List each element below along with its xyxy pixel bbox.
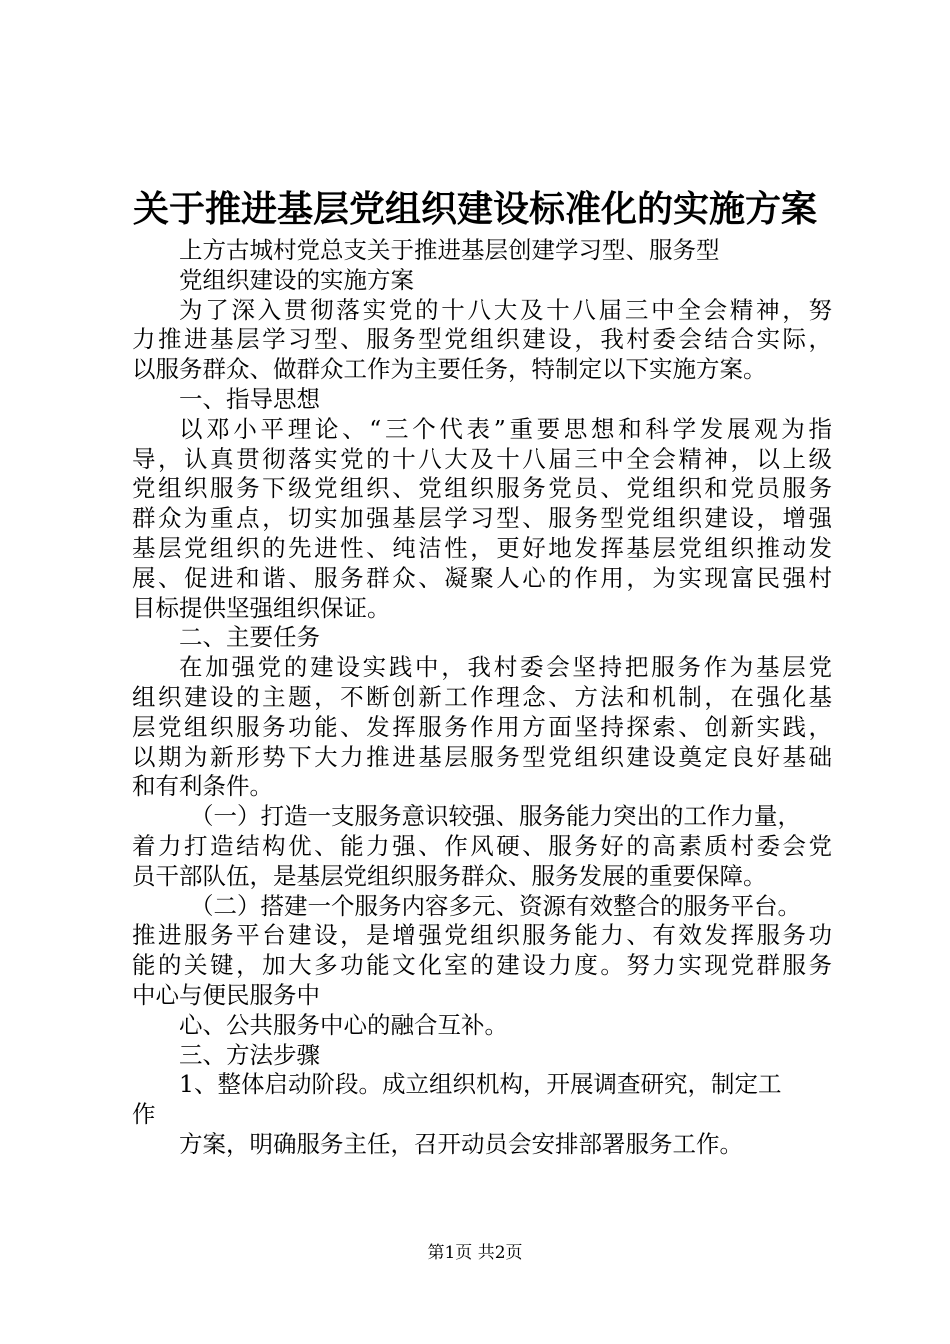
paragraph-line: 为了深入贯彻落实党的十八大及十八届三中全会精神，努 (179, 295, 832, 324)
paragraph-line: 力推进基层学习型、服务型党组织建设，我村委会结合实际， (132, 325, 832, 354)
section-heading: 一、指导思想 (179, 384, 320, 413)
subtitle-line-2: 党组织建设的实施方案 (179, 265, 414, 294)
paragraph-line: 和有利条件。 (132, 772, 273, 801)
page-footer: 第1页 共2页 (427, 1243, 523, 1263)
paragraph-line: 层党组织服务功能、发挥服务作用方面坚持探索、创新实践， (132, 712, 832, 741)
paragraph-line: 在加强党的建设实践中，我村委会坚持把服务作为基层党 (179, 653, 832, 682)
paragraph-line: 群众为重点，切实加强基层学习型、服务型党组织建设，增强 (132, 504, 832, 533)
paragraph-line: 基层党组织的先进性、纯洁性，更好地发挥基层党组织推动发 (132, 533, 832, 562)
paragraph-line: 心、公共服务中心的融合互补。 (179, 1010, 508, 1039)
paragraph-line: 员干部队伍，是基层党组织服务群众、服务发展的重要保障。 (132, 861, 767, 890)
paragraph-line: 组织建设的主题，不断创新工作理念、方法和机制，在强化基 (132, 682, 832, 711)
paragraph-line: 作 (132, 1100, 156, 1129)
paragraph-line: 展、促进和谐、服务群众、凝聚人心的作用，为实现富民强村 (132, 563, 832, 592)
paragraph-line: 以邓小平理论、“三个代表”重要思想和科学发展观为指 (179, 414, 832, 443)
paragraph-line: 党组织服务下级党组织、党组织服务党员、党组织和党员服务 (132, 474, 832, 503)
subtitle-line-1: 上方古城村党总支关于推进基层创建学习型、服务型 (179, 236, 720, 264)
subsection-line: （二）搭建一个服务内容多元、资源有效整合的服务平台。 (190, 891, 801, 920)
section-heading: 二、主要任务 (179, 623, 320, 652)
paragraph-line: 中心与便民服务中 (132, 980, 320, 1009)
paragraph-line: 导，认真贯彻落实党的十八大及十八届三中全会精神，以上级 (132, 444, 832, 473)
paragraph-line: 能的关键，加大多功能文化室的建设力度。努力实现党群服务 (132, 951, 832, 980)
paragraph-line: 以服务群众、做群众工作为主要任务，特制定以下实施方案。 (132, 355, 767, 384)
document-title: 关于推进基层党组织建设标准化的实施方案 (132, 188, 817, 230)
paragraph-line: 推进服务平台建设，是增强党组织服务能力、有效发挥服务功 (132, 921, 832, 950)
paragraph-line: 方案，明确服务主任，召开动员会安排部署服务工作。 (179, 1129, 743, 1158)
document-body (132, 236, 832, 1160)
section-heading: 三、方法步骤 (179, 1040, 320, 1069)
paragraph-line: 目标提供坚强组织保证。 (132, 593, 391, 622)
paragraph-line: 1、整体启动阶段。成立组织机构，开展调查研究，制定工 (179, 1070, 782, 1099)
paragraph-line: 以期为新形势下大力推进基层服务型党组织建设奠定良好基础 (132, 742, 832, 771)
paragraph-line: 着力打造结构优、能力强、作风硬、服务好的高素质村委会党 (132, 831, 832, 860)
subsection-line: （一）打造一支服务意识较强、服务能力突出的工作力量， (190, 802, 801, 831)
